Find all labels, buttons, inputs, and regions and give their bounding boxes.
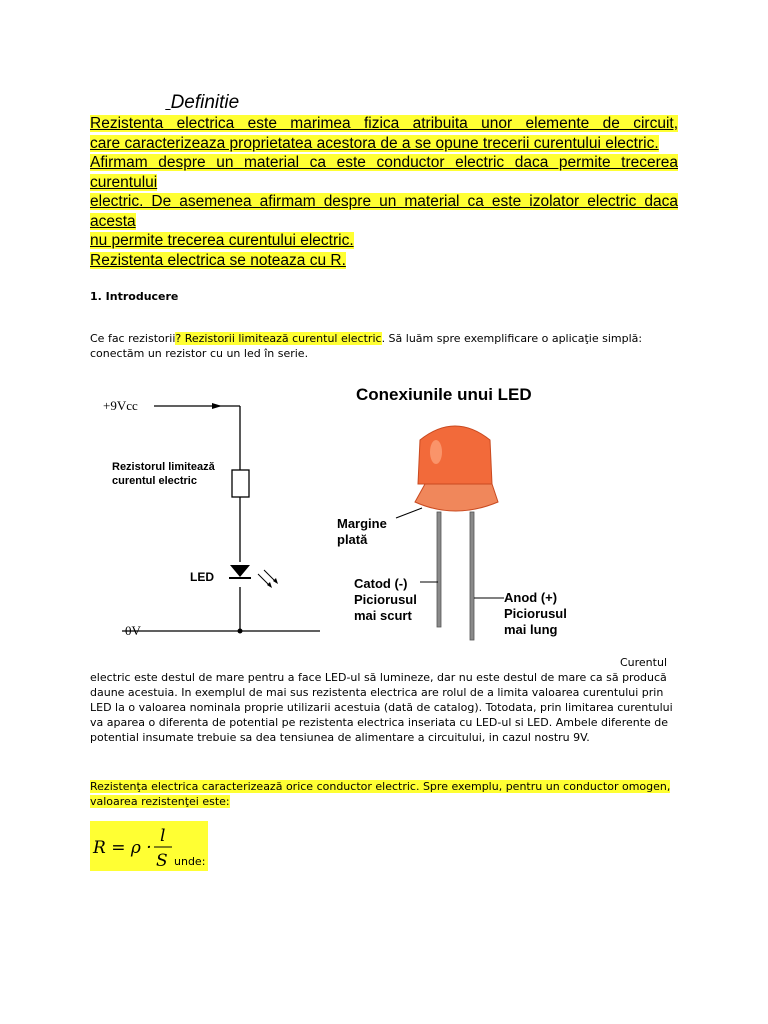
intro-highlight: ? Rezistorii limitează curentul electric — [175, 332, 382, 345]
definition-title-text: Definitie — [170, 92, 240, 113]
led-light-arrows — [258, 570, 276, 586]
definition-block — [90, 114, 678, 270]
anode-label-3: mai lung — [504, 622, 558, 637]
cathode-label-1: Catod (-) — [354, 576, 408, 591]
definition-title — [160, 92, 239, 114]
current-paragraph: Curentul electric este destul de mare pentru a face LED-ul să lumineze, dar nu este destul de mare ca să producă daune acestuia. In exemplul de mai sus rezistenta electrica are rolul de a limita valoarea curentului prin LED la o valoarea nominala proprie utilizarii acestuia (dată de catalog). Totodata, prin limitarea curentului va aparea o diferenta de potential pe rezistenta electrica inseriata cu LED-ul si LED. Ambele diferente de potential insumate trebuie sa dea tensiunea de alimentare a circuitului, in cazul nostru 9V. — [90, 656, 673, 744]
led-diagram-title: Conexiunile unui LED — [356, 385, 532, 404]
definition-line-1: Rezistenta electrica este marimea fizica atribuita unor elemente de circuit, — [90, 115, 678, 132]
definition-line-4: electric. De asemenea afirmam despre un material ca este izolator electric daca acesta — [90, 193, 678, 230]
resistor-symbol — [232, 470, 249, 497]
led-diode-symbol — [230, 565, 250, 577]
definition-line-5: nu permite trecerea curentului electric. — [90, 232, 354, 249]
margin-label-1: Margine — [337, 516, 387, 531]
cathode-label-3: mai scurt — [354, 608, 412, 623]
cathode-label-2: Piciorusul — [354, 592, 417, 607]
margin-pointer — [396, 508, 422, 518]
ground-node — [238, 629, 243, 634]
ground-label: 0V — [125, 623, 141, 638]
cathode-leg — [437, 512, 441, 627]
resistor-label-2: curentul electric — [112, 475, 197, 487]
led-label: LED — [190, 570, 214, 584]
formula-denominator: S — [156, 851, 168, 871]
definition-line-3: Afirmam despre un material ca este conductor electric daca permite trecerea curentului — [90, 154, 678, 191]
resistor-label-1: Rezistorul limitează — [112, 461, 215, 473]
anode-leg — [470, 512, 474, 640]
definition-line-6: Rezistenta electrica se noteaza cu R. — [90, 251, 346, 269]
vcc-label: +9Vcc — [103, 398, 138, 413]
led-base-rim — [415, 484, 498, 511]
anode-label-2: Piciorusul — [504, 606, 567, 621]
margin-label-2: plată — [337, 532, 368, 547]
intro-heading: 1. Introducere — [90, 290, 179, 303]
led-dome — [418, 426, 492, 484]
resistance-paragraph: Rezistenţa electrica caracterizează orice conductor electric. Spre exemplu, pentru un conductor omogen, valoarea rezistenţei este: — [90, 780, 671, 808]
formula-numerator: l — [160, 826, 166, 846]
intro-paragraph: Ce fac rezistorii? Rezistorii limitează curentul electric. Să luăm spre exemplificare o aplicaţie simplă: conectăm un rezistor cu un led în serie. — [90, 332, 643, 360]
definition-line-2: care caracterizeaza proprietatea acestora de a se opune trecerii curentului electric. — [90, 134, 659, 152]
unde-label: unde: — [174, 855, 206, 868]
led-circuit-figure — [100, 372, 590, 652]
led-highlight — [430, 440, 442, 464]
vcc-arrow — [212, 403, 222, 409]
formula-lhs: R = ρ · — [93, 838, 152, 858]
anode-label-1: Anod (+) — [504, 590, 558, 605]
